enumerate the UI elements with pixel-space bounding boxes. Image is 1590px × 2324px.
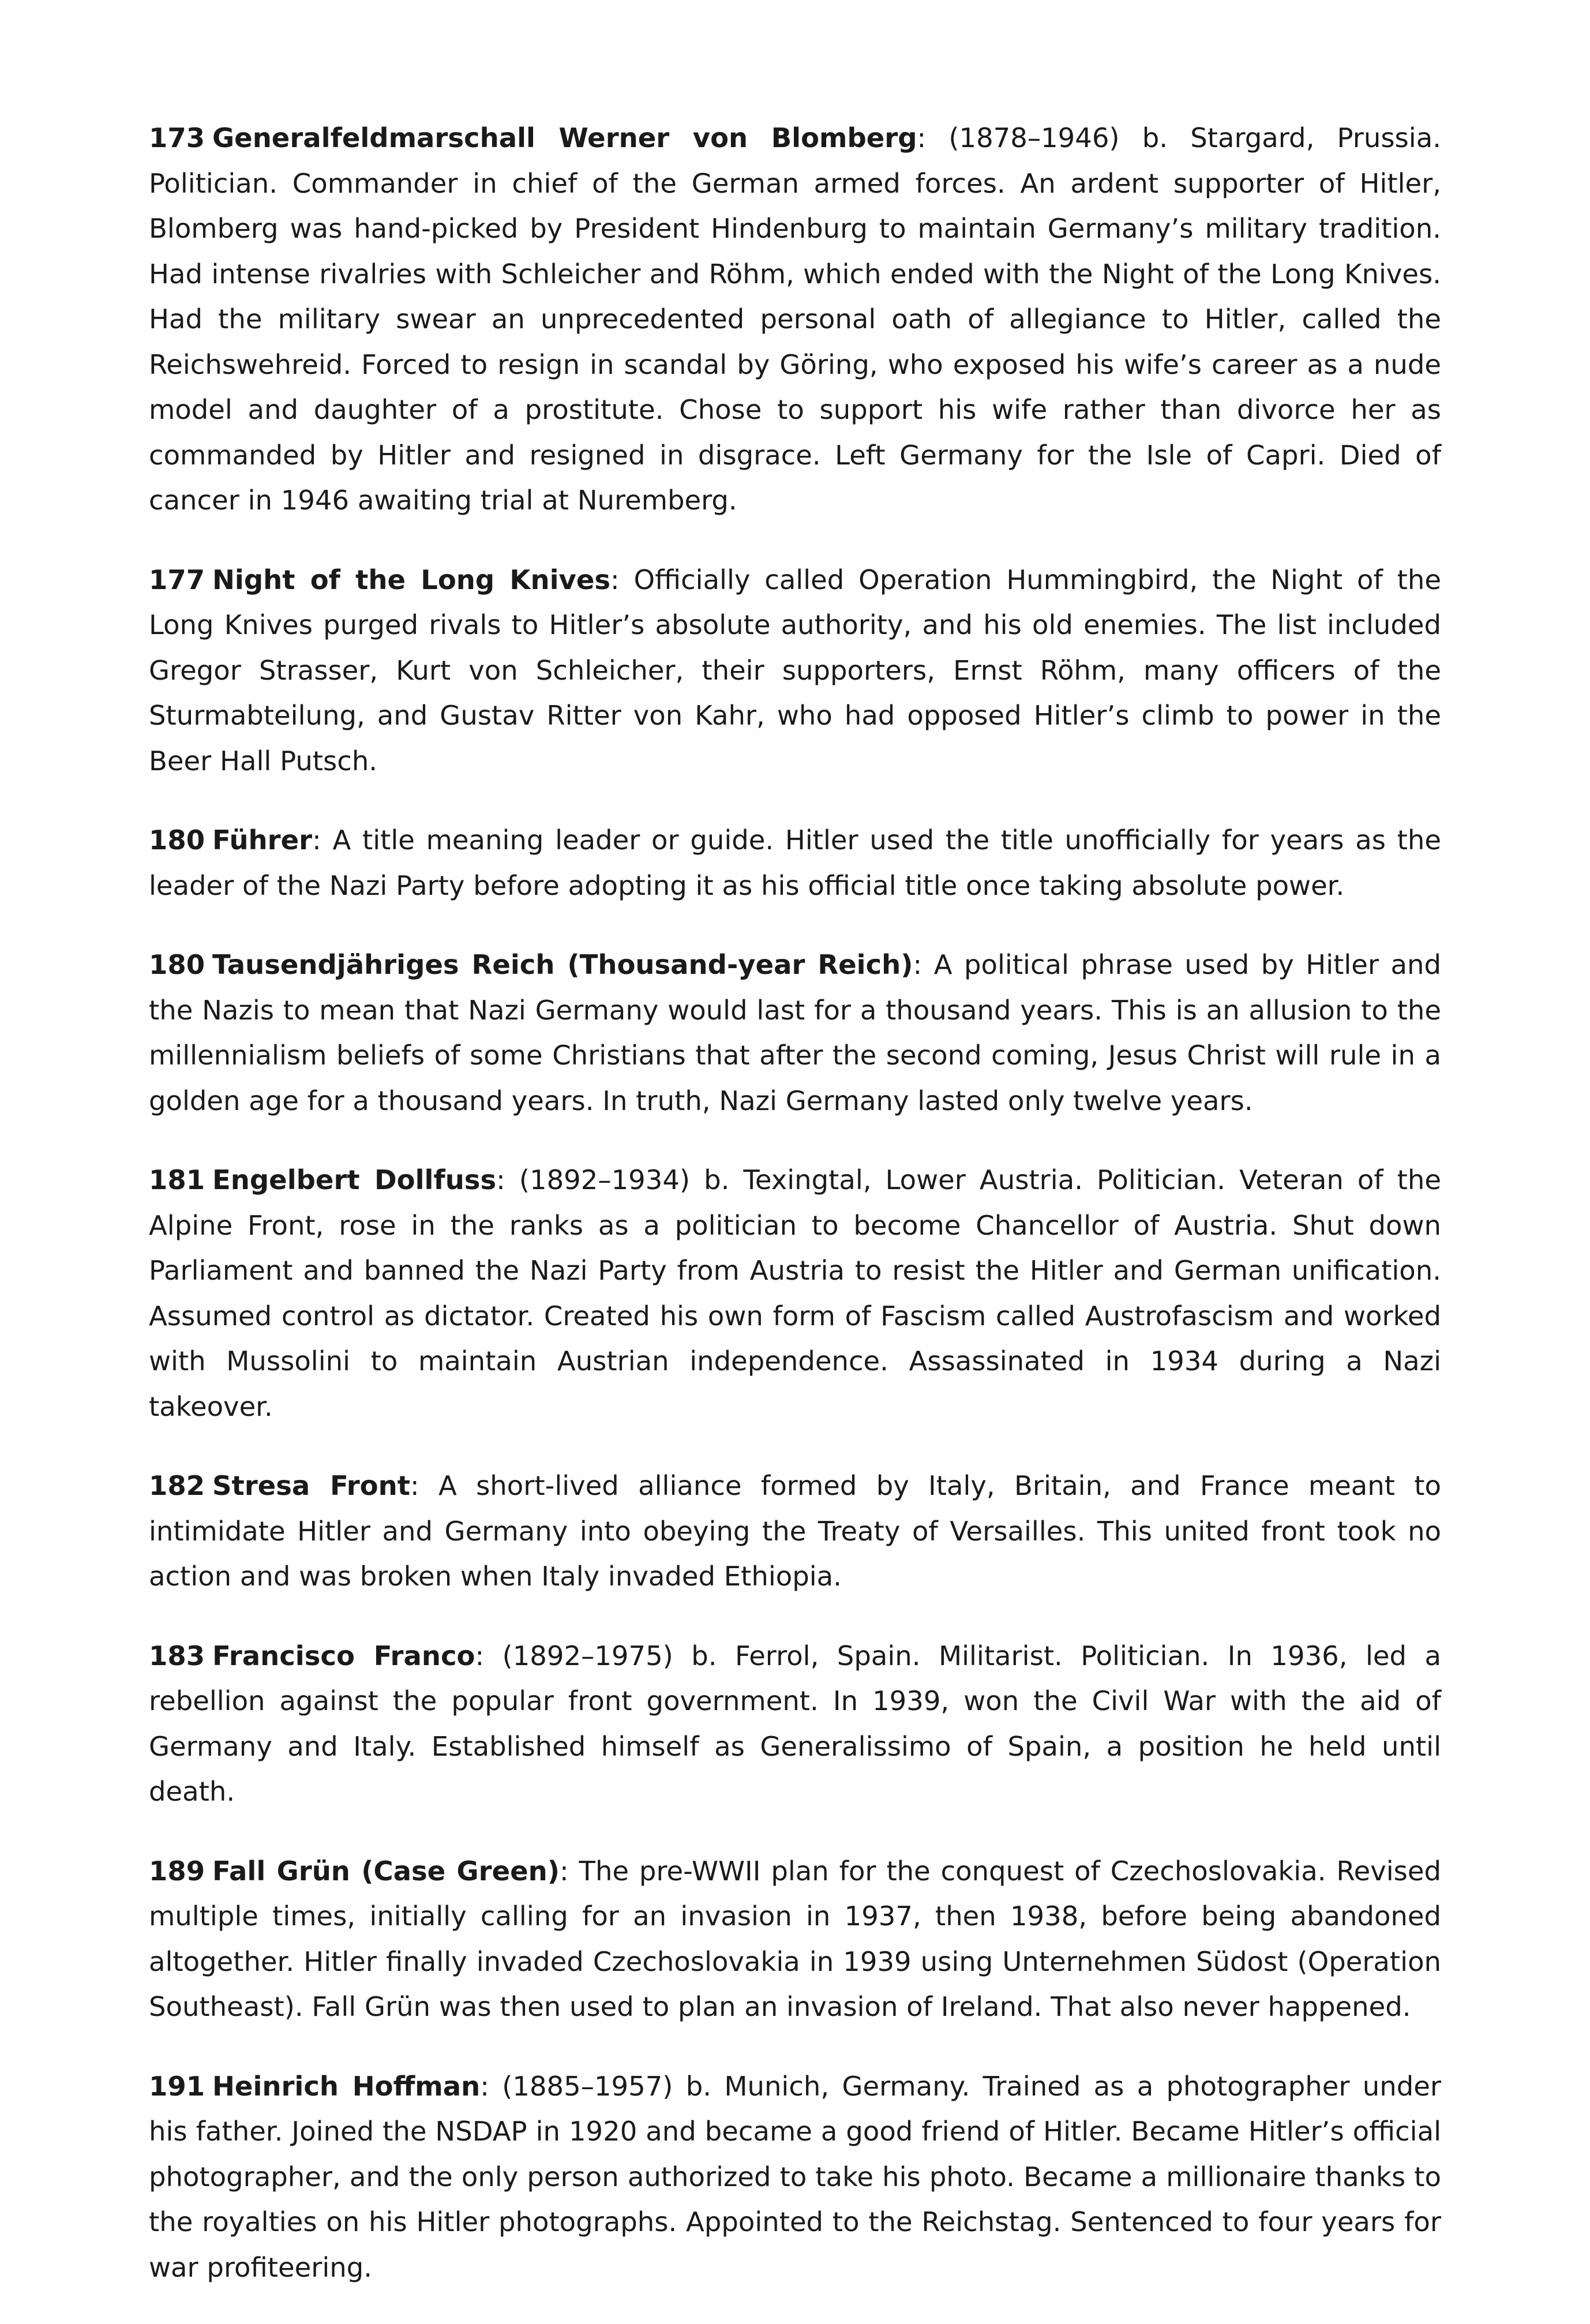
- note-number: 182: [149, 1470, 205, 1501]
- note-text: : (1878–1946) b. Stargard, Prussia. Politician. Commander in chief of the German armed forces. An ardent supporter of Hitler, Blomberg was hand-picked by President Hindenburg to maintain Germany’s military tradition. Had intense rivalries with Schleicher and Röhm, which ended with the Night of the Long Knives. Had the military swear an unprecedented personal oath of allegiance to Hitler, called the Reichswehreid. Forced to resign in scandal by Göring, who exposed his wife’s career as a nude model and daughter of a prostitute. Chose to support his wife rather than divorce her as commanded by Hitler and resigned in disgrace. Left Germany for the Isle of Capri. Died of cancer in 1946 awaiting trial at Nuremberg.: [149, 122, 1441, 516]
- note-text: : Officially called Operation Hummingbird, the Night of the Long Knives purged rivals to Hitler’s absolute authority, and his old enemies. The list included Gregor Strasser, Kurt von Schleicher, their supporters, Ernst Röhm, many officers of the Sturmabteilung, and Gustav Ritter von Kahr, who had opposed Hitler’s climb to power in the Beer Hall Putsch.: [149, 564, 1441, 777]
- note-term: Engelbert Dollfuss: [212, 1164, 497, 1195]
- note-entry-blomberg: [149, 115, 1441, 523]
- note-term: Stresa Front: [212, 1470, 410, 1501]
- note-term: Heinrich Hoffman: [212, 2070, 481, 2102]
- glossary-notes: [149, 115, 1441, 2324]
- note-entry-fall-grun: [149, 1849, 1441, 2030]
- note-entry-hoffman: [149, 2064, 1441, 2291]
- note-text: : (1885–1957) b. Munich, Germany. Trained as a photographer under his father. Joined the NSDAP in 1920 and became a good friend of Hitler. Became Hitler’s official photographer, and the only person authorized to take his photo. Became a millionaire thanks to the royalties on his Hitler photographs. Appointed to the Reichstag. Sentenced to four years for war profiteering.: [149, 2070, 1441, 2283]
- note-term: Fall Grün (Case Green): [212, 1855, 560, 1887]
- note-number: 189: [149, 1855, 205, 1887]
- note-term: Francisco Franco: [212, 1640, 475, 1671]
- note-term: Night of the Long Knives: [212, 564, 611, 595]
- note-entry-tausendjahriges-reich: [149, 942, 1441, 1123]
- note-number: 173: [149, 122, 205, 153]
- note-entry-night-of-long-knives: [149, 557, 1441, 784]
- note-text: : A political phrase used by Hitler and the Nazis to mean that Nazi Germany would last for a thousand years. This is an allusion to the millennialism beliefs of some Christians that after the second coming, Jesus Christ will rule in a golden age for a thousand years. In truth, Nazi Germany lasted only twelve years.: [149, 949, 1442, 1116]
- note-text: : The pre-WWII plan for the conquest of Czechoslovakia. Revised multiple times, initially calling for an invasion in 1937, then 1938, before being abandoned altogether. Hitler finally invaded Czechoslovakia in 1939 using Unternehmen Südost (Operation Southeast). Fall Grün was then used to plan an invasion of Ireland. That also never happened.: [149, 1855, 1441, 2022]
- note-text: : (1892–1934) b. Texingtal, Lower Austria. Politician. Veteran of the Alpine Front, rose in the ranks as a politician to become Chancellor of Austria. Shut down Parliament and banned the Nazi Party from Austria to resist the Hitler and German unification. Assumed control as dictator. Created his own form of Fascism called Austrofascism and worked with Mussolini to maintain Austrian independence. Assassinated in 1934 during a Nazi takeover.: [149, 1164, 1441, 1422]
- note-number: 180: [149, 824, 205, 856]
- note-entry-franco: [149, 1633, 1441, 1815]
- note-term: Generalfeldmarschall Werner von Blomberg: [212, 122, 917, 153]
- note-text: : A title meaning leader or guide. Hitler used the title unofficially for years as the leader of the Nazi Party before adopting it as his official title once taking absolute power.: [149, 824, 1441, 901]
- note-number: 180: [149, 949, 205, 980]
- note-number: 183: [149, 1640, 205, 1671]
- note-number: 181: [149, 1164, 205, 1195]
- note-term: Tausendjähriges Reich (Thousand-year Reich): [212, 949, 913, 980]
- note-term: Führer: [212, 824, 313, 856]
- note-entry-fuhrer: [149, 818, 1441, 908]
- note-number: 177: [149, 564, 205, 595]
- note-entry-dollfuss: [149, 1157, 1441, 1429]
- note-number: 191: [149, 2070, 205, 2102]
- note-text: : A short-lived alliance formed by Italy, Britain, and France meant to intimidate Hitler and Germany into obeying the Treaty of Versailles. This united front took no action and was broken when Italy invaded Ethiopia.: [149, 1470, 1441, 1592]
- note-entry-stresa-front: [149, 1463, 1441, 1599]
- note-text: : (1892–1975) b. Ferrol, Spain. Militarist. Politician. In 1936, led a rebellion against the popular front government. In 1939, won the Civil War with the aid of Germany and Italy. Established himself as Generalissimo of Spain, a position he held until death.: [149, 1640, 1441, 1807]
